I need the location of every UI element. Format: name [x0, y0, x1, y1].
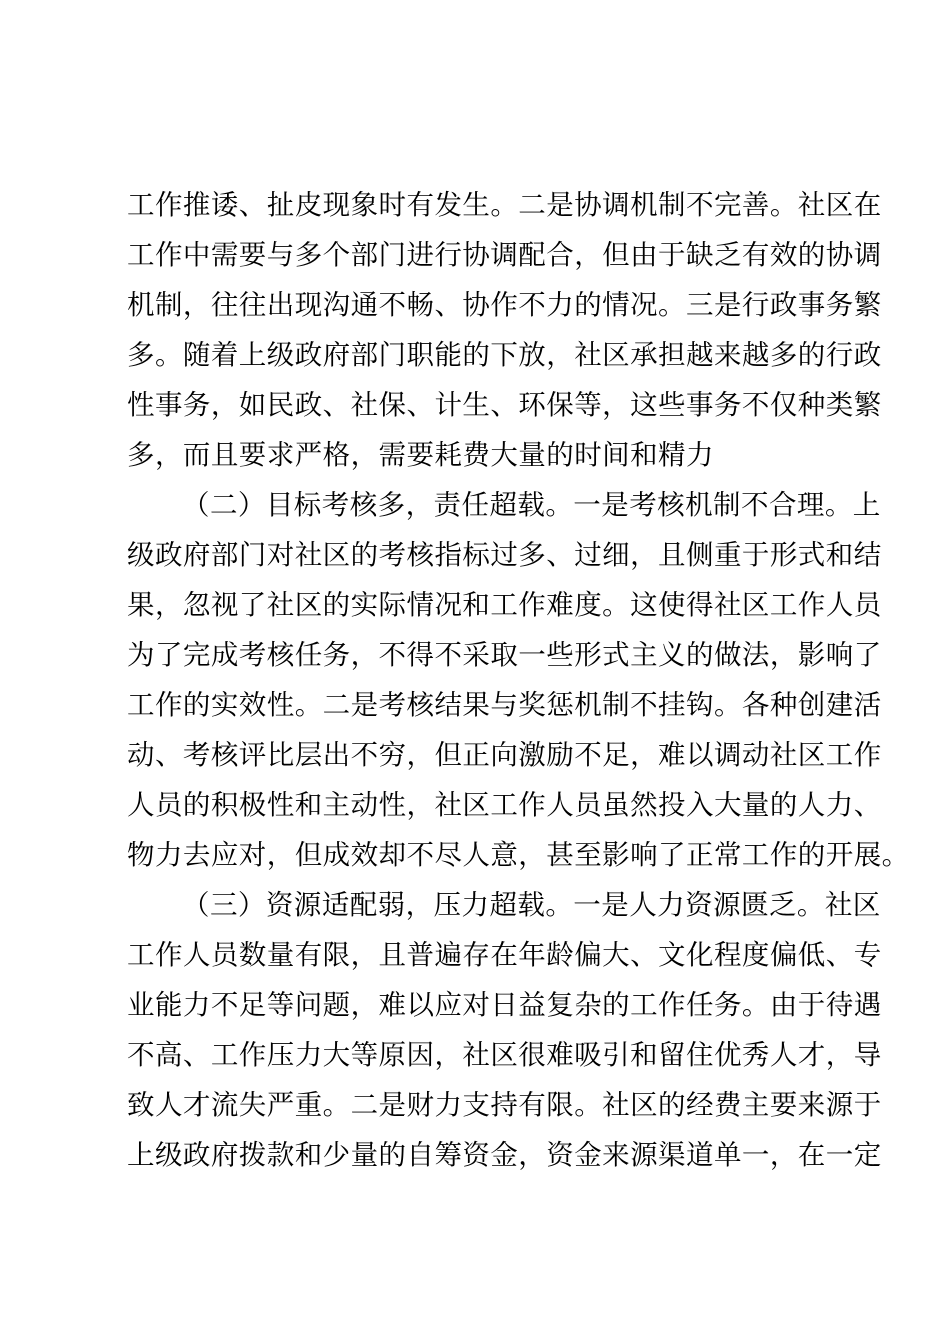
text-line: 性事务，如民政、社保、计生、环保等，这些事务不仅种类繁: [127, 389, 882, 421]
text-line: 工作中需要与多个部门进行协调配合，但由于缺乏有效的协调: [127, 239, 882, 271]
text-line: 致人才流失严重。二是财力支持有限。社区的经费主要来源于: [127, 1089, 882, 1121]
text-line: 动、考核评比层出不穷，但正向激励不足，难以调动社区工作: [127, 739, 882, 771]
text-line: 工作人员数量有限，且普遍存在年龄偏大、文化程度偏低、专: [127, 939, 882, 971]
text-line: 为了完成考核任务，不得不采取一些形式主义的做法，影响了: [127, 639, 882, 671]
text-line: 工作的实效性。二是考核结果与奖惩机制不挂钩。各种创建活: [127, 689, 882, 721]
text-line: 不高、工作压力大等原因，社区很难吸引和留住优秀人才，导: [127, 1039, 882, 1071]
text-line: 工作推诿、扯皮现象时有发生。二是协调机制不完善。社区在: [127, 189, 882, 221]
text-line: 机制，往往出现沟通不畅、协作不力的情况。三是行政事务繁: [127, 289, 882, 321]
text-line: 物力去应对，但成效却不尽人意，甚至影响了正常工作的开展。: [127, 839, 910, 871]
body-text: [127, 180, 910, 1180]
text-line: 级政府部门对社区的考核指标过多、过细，且侧重于形式和结: [127, 539, 882, 571]
paragraph-heading-line: （三）资源适配弱，压力超载。一是人力资源匮乏。社区: [182, 889, 881, 921]
text-line: 业能力不足等问题，难以应对日益复杂的工作任务。由于待遇: [127, 989, 882, 1021]
text-line: 多，而且要求严格，需要耗费大量的时间和精力: [127, 439, 714, 471]
text-line: 人员的积极性和主动性，社区工作人员虽然投入大量的人力、: [127, 789, 882, 821]
paragraph-heading-line: （二）目标考核多，责任超载。一是考核机制不合理。上: [182, 489, 881, 521]
text-line: 多。随着上级政府部门职能的下放，社区承担越来越多的行政: [127, 339, 882, 371]
text-line: 上级政府拨款和少量的自筹资金，资金来源渠道单一，在一定: [127, 1139, 882, 1171]
text-line: 果，忽视了社区的实际情况和工作难度。这使得社区工作人员: [127, 589, 882, 621]
